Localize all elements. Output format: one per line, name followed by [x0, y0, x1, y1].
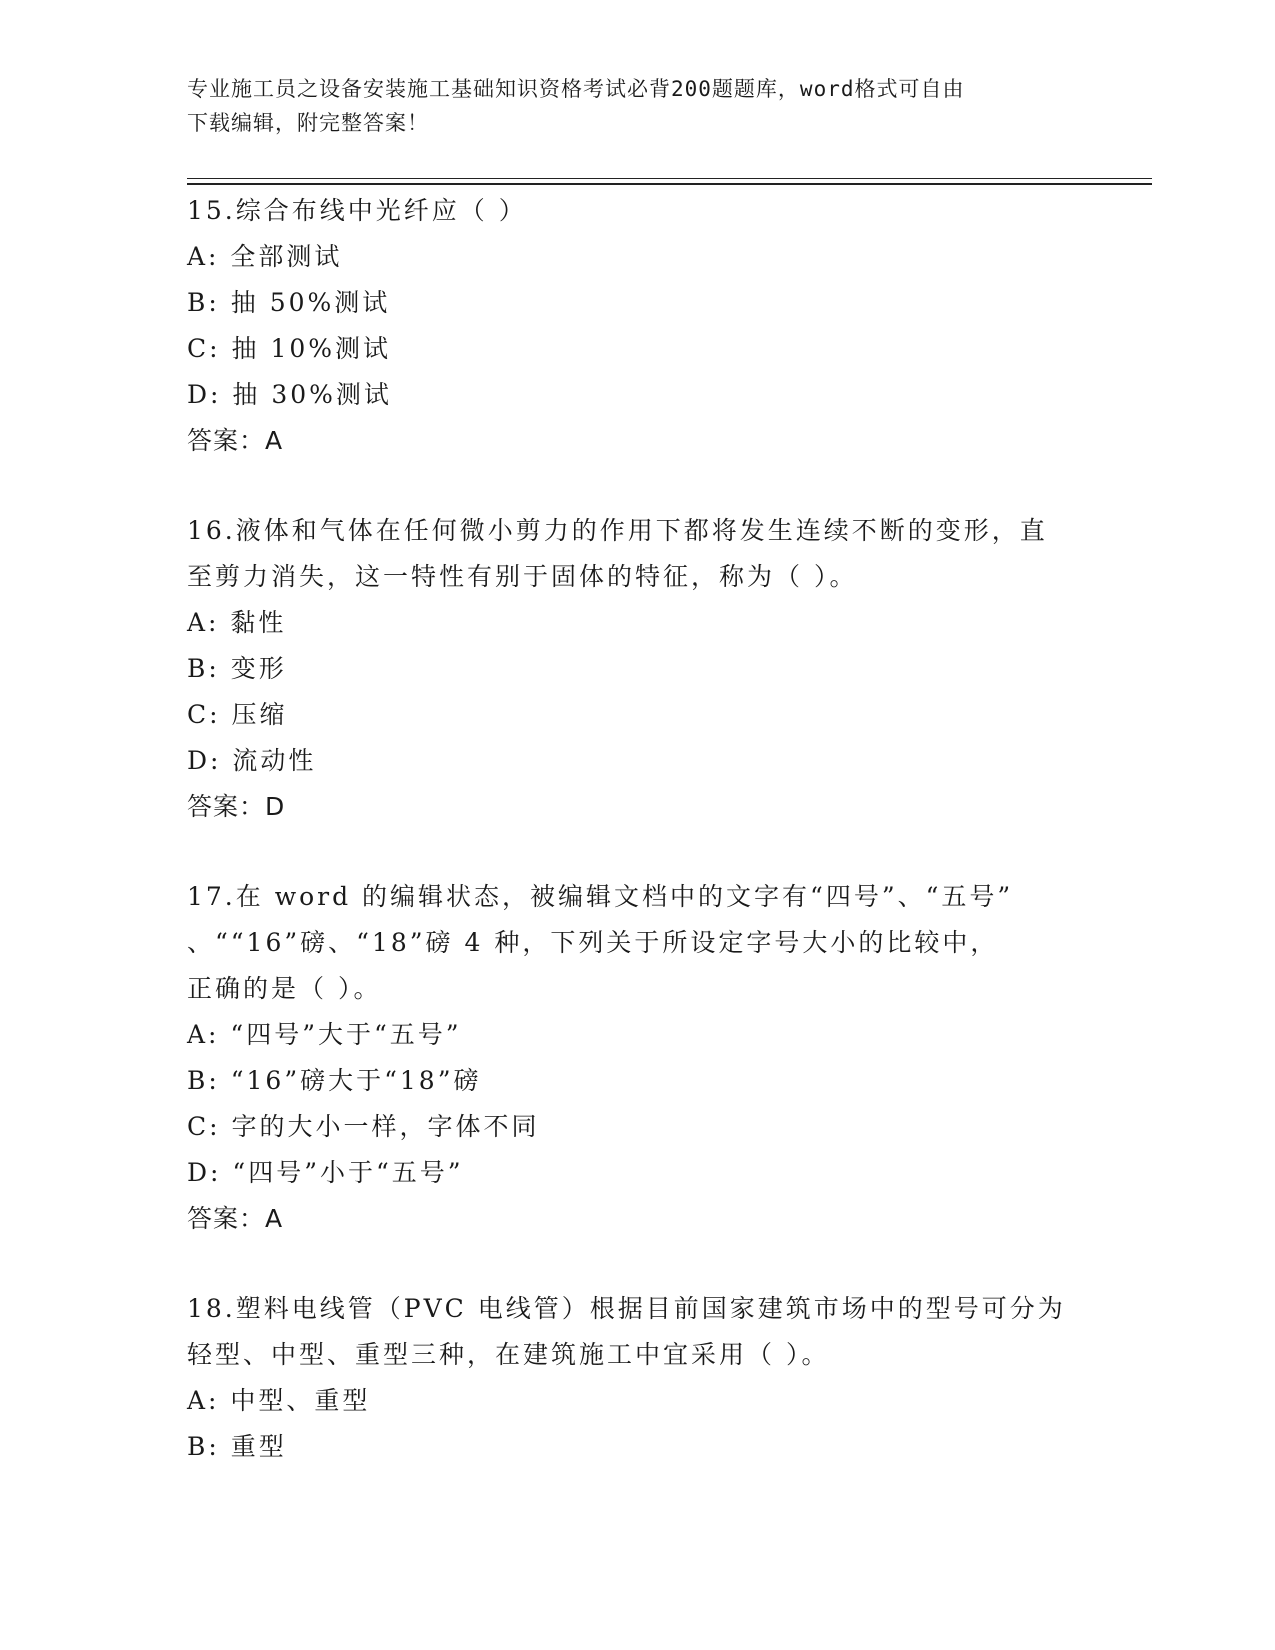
question-stem: 轻型、中型、重型三种，在建筑施工中宜采用（ ）。: [187, 1340, 830, 1369]
question-block: [187, 874, 1087, 1242]
option-a: A: 黏性: [187, 608, 287, 637]
question-stem: 15.综合布线中光纤应（ ）: [187, 196, 527, 225]
option-c: C: 字的大小一样，字体不同: [187, 1112, 540, 1141]
header-rule-thick: [187, 183, 1152, 185]
question-stem: 17.在 word 的编辑状态，被编辑文档中的文字有“四号”、“五号”: [187, 882, 1014, 911]
option-a: A: “四号”大于“五号”: [187, 1020, 462, 1049]
option-c: C: 压缩: [187, 700, 288, 729]
option-d: D: 流动性: [187, 746, 317, 775]
question-gap: [187, 464, 1087, 508]
option-b: B: “16”磅大于“18”磅: [187, 1066, 482, 1095]
question-block: [187, 1286, 1087, 1470]
question-stem: 至剪力消失，这一特性有别于固体的特征，称为（ ）。: [187, 562, 858, 591]
header-rule-thin: [187, 178, 1152, 179]
question-block: [187, 508, 1087, 830]
option-b: B: 重型: [187, 1432, 287, 1461]
question-stem: 、““16”磅、“18”磅 4 种，下列关于所设定字号大小的比较中，: [187, 928, 999, 957]
option-b: B: 变形: [187, 654, 287, 683]
option-b: B: 抽 50%测试: [187, 288, 391, 317]
answer-line: 答案：A: [187, 426, 284, 455]
document-header: [187, 72, 1087, 140]
question-stem: 18.塑料电线管（PVC 电线管）根据目前国家建筑市场中的型号可分为: [187, 1294, 1066, 1323]
header-line-1: 专业施工员之设备安装施工基础知识资格考试必背200题题库，word格式可自由: [187, 77, 965, 101]
header-line-2: 下载编辑，附完整答案！: [187, 111, 429, 135]
option-a: A: 全部测试: [187, 242, 343, 271]
option-d: D: 抽 30%测试: [187, 380, 392, 409]
option-c: C: 抽 10%测试: [187, 334, 392, 363]
option-a: A: 中型、重型: [187, 1386, 371, 1415]
question-stem: 正确的是（ ）。: [187, 974, 382, 1003]
option-d: D: “四号”小于“五号”: [187, 1158, 464, 1187]
answer-line: 答案：A: [187, 1204, 284, 1233]
question-gap: [187, 830, 1087, 874]
question-list: [187, 188, 1087, 1470]
answer-line: 答案：D: [187, 792, 286, 821]
question-gap: [187, 1242, 1087, 1286]
question-stem: 16.液体和气体在任何微小剪力的作用下都将发生连续不断的变形，直: [187, 516, 1048, 545]
question-block: [187, 188, 1087, 464]
